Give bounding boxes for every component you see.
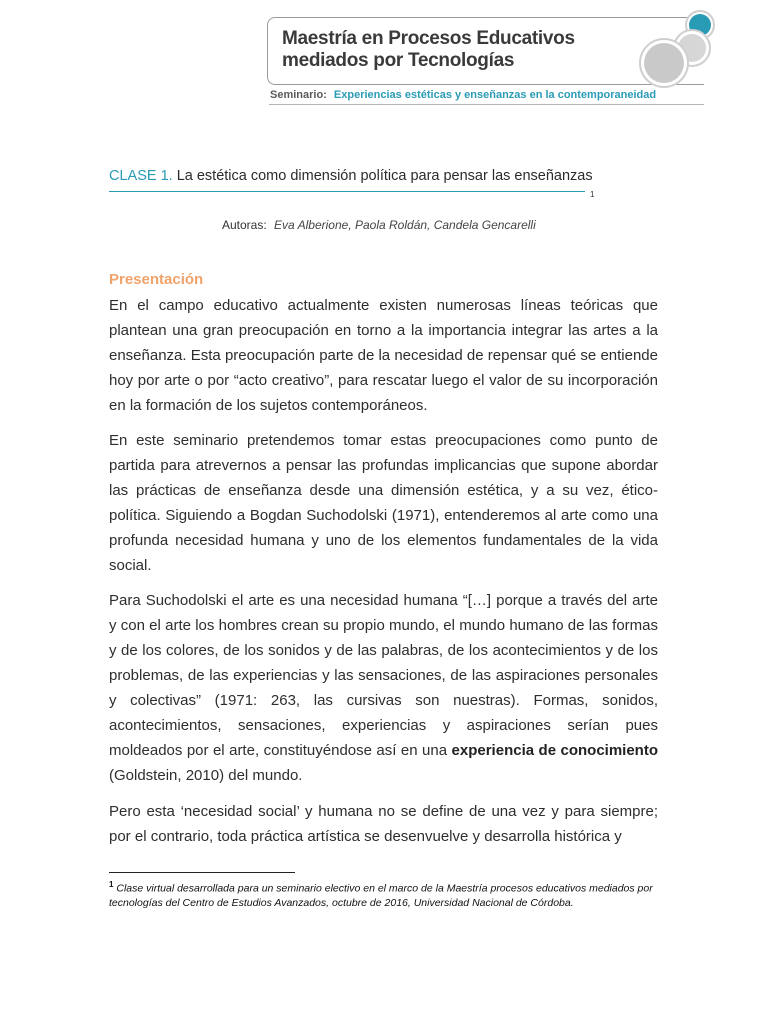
footnote-reference: 1 — [590, 190, 595, 199]
class-title — [109, 168, 593, 184]
seminar-line — [270, 89, 656, 101]
footnote-marker: 1 — [109, 880, 114, 889]
paragraph-3-text: Para Suchodolski el arte es una necesidad humana “[…] porque a través del arte y con el arte los hombres crean su propio mundo, el mundo humano de las formas y de los colores, de los sonidos y de las palabras, de los acontecimientos y de los problemas, de las experiencias y las sensaciones, de las aspiraciones personales y colectivas” (1971: 263, las cursivas son nuestras). Formas, sonidos, acontecimientos, sensaciones, experiencias y aspiraciones serían pues moldeados por el arte, constituyéndose así en una — [109, 592, 658, 759]
seminar-value: Experiencias estéticas y enseñanzas en la contemporaneidad — [333, 89, 657, 101]
master-title-line1: Maestría en Procesos Educativos — [282, 28, 575, 49]
section-heading: Presentación — [109, 271, 204, 288]
authors-label: Autoras: — [222, 218, 267, 232]
class-title-underline — [109, 191, 585, 192]
paragraph-3 — [109, 588, 658, 788]
authors-line — [222, 218, 536, 232]
paragraph-3-citation: (Goldstein, 2010) del mundo. — [109, 767, 303, 784]
footnote — [109, 878, 654, 910]
seminar-label: Seminario: — [270, 89, 327, 101]
logo-circles-icon — [634, 8, 718, 90]
seminar-divider — [269, 104, 704, 105]
footnote-text: Clase virtual desarrollada para un seminario electivo en el marco de la Maestría procesos educativos mediados por tecnologías del Centro de Estudios Avanzados, octubre de 2016, Universidad Nacional de Córdoba. — [109, 882, 653, 909]
paragraph-2: En este seminario pretendemos tomar estas preocupaciones como punto de partida para atrevernos a pensar las profundas implicancias que supone abordar las prácticas de enseñanza desde una dimensión estética, y a su vez, ético-política. Siguiendo a Bogdan Suchodolski (1971), entenderemos al arte como una profunda necesidad humana y uno de los elementos fundamentales de la vida social. — [109, 432, 658, 574]
paragraph-3-emphasis: experiencia de conocimiento — [451, 742, 659, 759]
authors-names: Eva Alberione, Paola Roldán, Candela Gencarelli — [274, 218, 536, 232]
master-title — [282, 28, 612, 72]
class-title-text: La estética como dimensión política para pensar las enseñanzas — [176, 168, 593, 184]
master-title-line2: mediados por Tecnologías — [282, 50, 515, 71]
class-number: CLASE 1. — [109, 168, 173, 184]
paragraph-4: Pero esta ‘necesidad social’ y humana no se define de una vez y para siempre; por el contrario, toda práctica artística se desenvuelve y desarrolla histórica y — [109, 803, 658, 845]
footnote-divider — [109, 872, 295, 873]
paragraph-1: En el campo educativo actualmente existen numerosas líneas teóricas que plantean una gran preocupación en torno a la importancia integrar las artes a la enseñanza. Esta preocupación parte de la necesidad de repensar qué se entiende hoy por arte o por “acto creativo”, para rescatar luego el valor de su incorporación en la formación de los sujetos contemporáneos. — [109, 297, 658, 414]
